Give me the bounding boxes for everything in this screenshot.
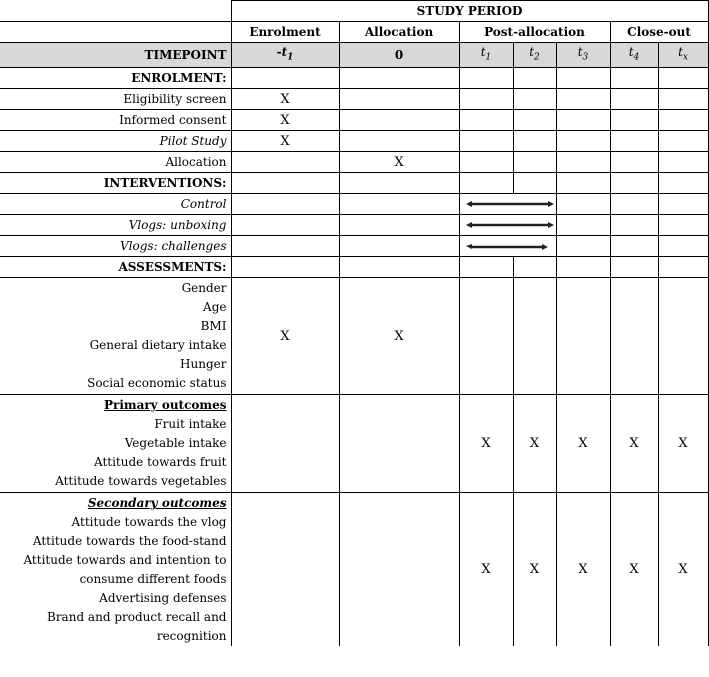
list-item: Attitude towards the food-stand [32,534,227,549]
list-item: General dietary intake [89,338,227,353]
list-item: Brand and product recall and [47,610,227,625]
row-label: Pilot Study [0,131,231,152]
allocation-mark [339,110,459,131]
primary-mark-tx: X [658,395,708,493]
enrolment-heading-row [0,68,708,89]
enrolment-mark: X [231,131,339,152]
table-row [0,110,708,131]
row-label: Control [0,194,231,215]
secondary-mark-t2: X [513,493,556,647]
baseline-items [0,278,231,395]
corner-cell [0,1,231,22]
intervention-duration-arrow [459,194,556,215]
baseline-allocation-mark: X [339,278,459,395]
list-item: Attitude towards fruit [93,455,227,470]
double-arrow-icon [460,215,557,236]
secondary-mark-t3: X [556,493,610,647]
phase-header-row [0,22,708,43]
allocation-mark: X [339,152,459,173]
interventions-heading-row [0,173,708,194]
table-row [0,89,708,110]
secondary-outcome-items [0,493,231,647]
secondary-mark-tx: X [658,493,708,647]
timepoint-allocation: 0 [339,43,459,68]
list-item: recognition [156,629,227,644]
list-item: Advertising defenses [99,591,227,606]
allocation-mark [339,131,459,152]
table-row [0,215,708,236]
assessments-heading: ASSESSMENTS: [0,257,231,278]
timepoint-t2: $t_2$ [513,43,556,68]
primary-mark-t4: X [610,395,658,493]
primary-mark-t3: X [556,395,610,493]
row-label: Vlogs: unboxing [0,215,231,236]
list-item: BMI [200,319,227,334]
baseline-assessments-row [0,278,708,395]
intervention-duration-arrow [459,236,556,257]
allocation-column-header: Allocation [339,22,459,43]
close-out-column-header: Close-out [610,22,708,43]
timepoint-row [0,43,708,68]
study-period-header: STUDY PERIOD [231,1,708,22]
list-item: consume different foods [79,572,227,587]
list-item: Gender [181,281,227,296]
baseline-enrolment-mark: X [231,278,339,395]
list-item: Age [203,300,227,315]
timepoint-label: TIMEPOINT [0,43,231,68]
post-allocation-column-header: Post-allocation [459,22,610,43]
table-row [0,236,708,257]
timepoint-t3: $t_3$ [556,43,610,68]
enrolment-mark: X [231,89,339,110]
list-item: Hunger [180,357,227,372]
study-period-row [0,1,708,22]
timepoint-t1: $t_1$ [459,43,513,68]
list-item: Social economic status [87,376,227,391]
list-item: Fruit intake [154,417,227,432]
primary-outcomes-heading: Primary outcomes [103,398,227,413]
assessments-heading-row [0,257,708,278]
list-item: Vegetable intake [124,436,227,451]
secondary-mark-t1: X [459,493,513,647]
primary-outcome-items [0,395,231,493]
primary-outcomes-row [0,395,708,493]
enrolment-heading: ENROLMENT: [0,68,231,89]
secondary-mark-t4: X [610,493,658,647]
enrolment-mark [231,152,339,173]
list-item: Attitude towards and intention to [23,553,227,568]
double-arrow-icon [460,194,557,215]
primary-mark-t2: X [513,395,556,493]
list-item: Attitude towards the vlog [71,515,227,530]
row-label: Allocation [0,152,231,173]
timepoint-t4: $t_4$ [610,43,658,68]
row-label: Informed consent [0,110,231,131]
enrolment-column-header: Enrolment [231,22,339,43]
table-row [0,131,708,152]
timepoint-enrolment: $-t_1$ [231,43,339,68]
allocation-mark [339,89,459,110]
secondary-outcomes-row [0,493,708,647]
blank-cell [0,22,231,43]
intervention-duration-arrow [459,215,556,236]
table-row [0,152,708,173]
secondary-outcomes-heading: Secondary outcomes [87,496,227,511]
enrolment-mark: X [231,110,339,131]
interventions-heading: INTERVENTIONS: [0,173,231,194]
double-arrow-icon [460,236,557,257]
timepoint-tx: $t_x$ [658,43,708,68]
row-label: Vlogs: challenges [0,236,231,257]
list-item: Attitude towards vegetables [55,474,227,489]
primary-mark-t1: X [459,395,513,493]
table-row [0,194,708,215]
row-label: Eligibility screen [0,89,231,110]
